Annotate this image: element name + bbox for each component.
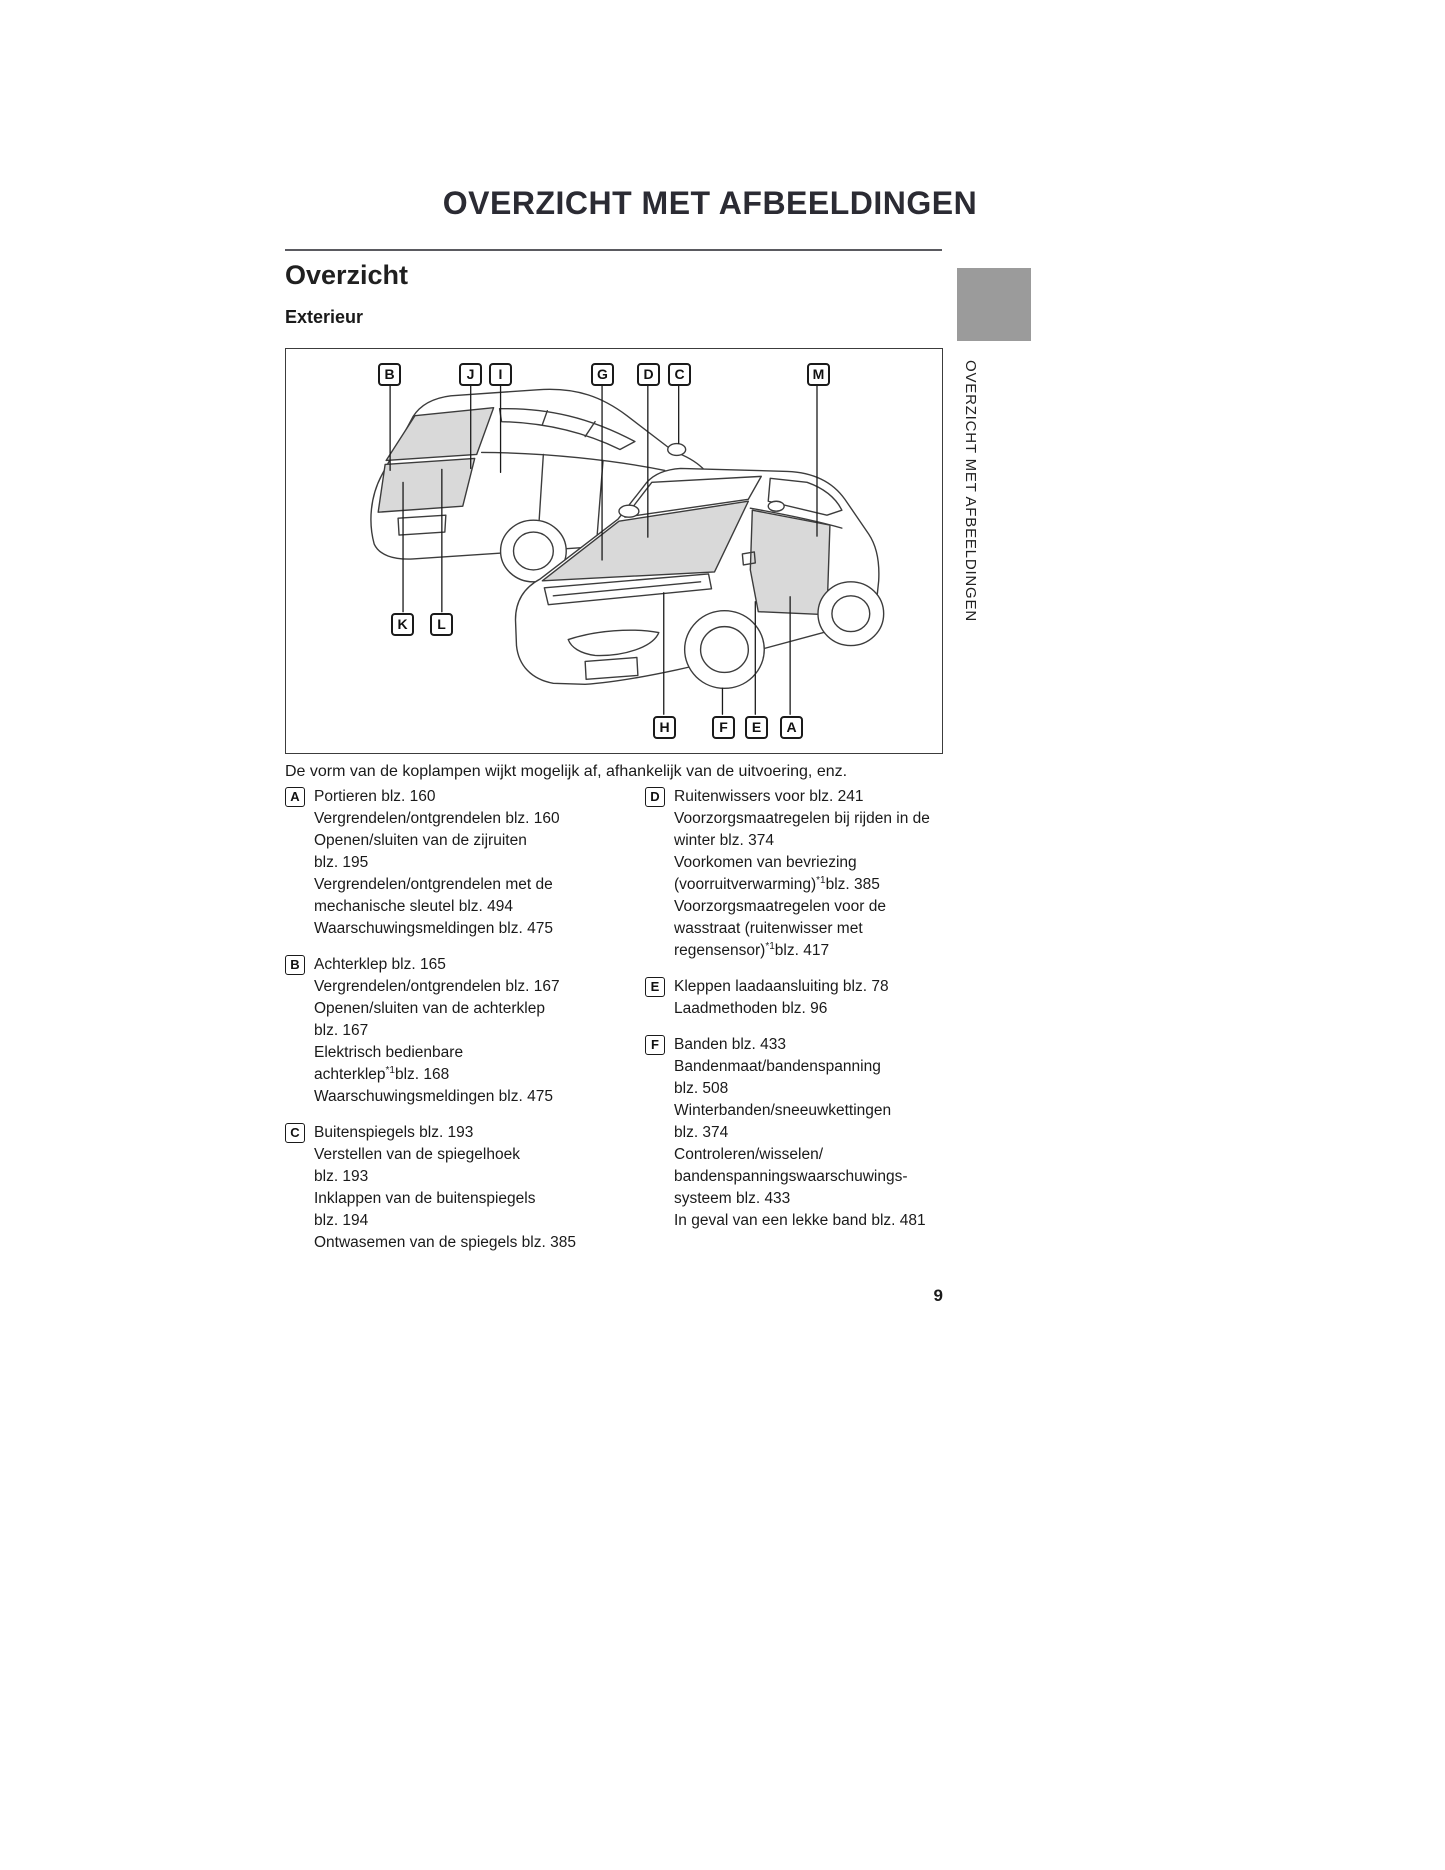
callout-box-l: L [430, 613, 453, 636]
callout-box-a: A [780, 716, 803, 739]
legend-item-c [285, 1122, 637, 1254]
legend-column-left [285, 786, 637, 1268]
item-line: Elektrisch bedienbare [314, 1044, 464, 1061]
callout-box-f: F [712, 716, 735, 739]
legend-item-f [645, 1034, 947, 1232]
item-line: Vergrendelen/ontgrendelen met de [314, 876, 553, 893]
item-line: Kleppen laadaansluiting blz. 78 [674, 978, 889, 995]
item-line: Bandenmaat/bandenspanning [674, 1058, 881, 1075]
legend-item-d [645, 786, 947, 962]
item-line: Verstellen van de spiegelhoek [314, 1146, 520, 1163]
item-line: Waarschuwingsmeldingen blz. 475 [314, 1088, 553, 1105]
item-line: blz. 167 [314, 1022, 369, 1039]
item-line: regensensor)$^{*1}$blz. 417 [674, 940, 830, 959]
item-line: bandenspanningswaarschuwings- [674, 1168, 908, 1185]
item-line: (voorruitverwarming)$^{*1}$blz. 385 [674, 874, 880, 893]
item-line: Laadmethoden blz. 96 [674, 1000, 828, 1017]
item-line: In geval van een lekke band blz. 481 [674, 1212, 926, 1229]
legend-letter-f: F [645, 1035, 665, 1055]
callout-box-c: C [668, 363, 691, 386]
callout-box-i: I [489, 363, 512, 386]
callout-box-j: J [459, 363, 482, 386]
item-line: Buitenspiegels blz. 193 [314, 1124, 474, 1141]
page-title: OVERZICHT MET AFBEELDINGEN [442, 185, 978, 221]
legend-column-right [645, 786, 947, 1246]
callout-box-d: D [637, 363, 660, 386]
legend-item-e [645, 976, 947, 1020]
item-line: Voorkomen van bevriezing [674, 854, 857, 871]
callout-box-g: G [591, 363, 614, 386]
item-line: achterklep$^{*1}$blz. 168 [314, 1064, 450, 1083]
item-line: Openen/sluiten van de zijruiten [314, 832, 527, 849]
callout-box-b: B [378, 363, 401, 386]
legend-text-e [674, 976, 889, 1020]
item-line: Achterklep blz. 165 [314, 956, 446, 973]
legend-letter-e: E [645, 977, 665, 997]
item-line: mechanische sleutel blz. 494 [314, 898, 514, 915]
item-line: Openen/sluiten van de achterklep [314, 1000, 545, 1017]
exterior-diagram [285, 348, 943, 754]
item-line: blz. 508 [674, 1080, 729, 1097]
callout-box-e: E [745, 716, 768, 739]
item-line: blz. 193 [314, 1168, 369, 1185]
section-heading: Overzicht [285, 260, 409, 290]
callout-box-m: M [807, 363, 830, 386]
legend-item-a [285, 786, 637, 940]
callout-box-h: H [653, 716, 676, 739]
item-line: systeem blz. 433 [674, 1190, 791, 1207]
legend-text-d [674, 786, 930, 962]
car-exterior-illustration [286, 349, 942, 753]
diagram-note: De vorm van de koplampen wijkt mogelijk af, afhankelijk van de uitvoering, enz. [285, 763, 848, 780]
item-line: winter blz. 374 [674, 832, 774, 849]
legend-text-b [314, 954, 560, 1108]
item-line: Ruitenwissers voor blz. 241 [674, 788, 864, 805]
item-line: Vergrendelen/ontgrendelen blz. 160 [314, 810, 560, 827]
legend-text-f [674, 1034, 926, 1232]
item-line: wasstraat (ruitenwisser met [674, 920, 863, 937]
legend-text-a [314, 786, 560, 940]
sidebar-chapter-label: OVERZICHT MET AFBEELDINGEN [962, 360, 979, 622]
item-line: Voorzorgsmaatregelen bij rijden in de [674, 810, 930, 827]
legend-letter-d: D [645, 787, 665, 807]
page-number: 9 [933, 1286, 943, 1305]
legend-letter-a: A [285, 787, 305, 807]
item-line: Inklappen van de buitenspiegels [314, 1190, 536, 1207]
item-line: Winterbanden/sneeuwkettingen [674, 1102, 892, 1119]
subsection-heading: Exterieur [285, 307, 364, 327]
legend-letter-c: C [285, 1123, 305, 1143]
legend-item-b [285, 954, 637, 1108]
item-line: Voorzorgsmaatregelen voor de [674, 898, 886, 915]
title-rule [285, 249, 942, 251]
item-line: Waarschuwingsmeldingen blz. 475 [314, 920, 553, 937]
item-line: Banden blz. 433 [674, 1036, 787, 1053]
item-line: Portieren blz. 160 [314, 788, 436, 805]
legend-letter-b: B [285, 955, 305, 975]
item-line: blz. 195 [314, 854, 369, 871]
item-line: blz. 374 [674, 1124, 729, 1141]
chapter-tab-marker [957, 268, 1031, 341]
item-line: Ontwasemen van de spiegels blz. 385 [314, 1234, 576, 1251]
item-line: blz. 194 [314, 1212, 369, 1229]
callout-box-k: K [391, 613, 414, 636]
legend-text-c [314, 1122, 576, 1254]
item-line: Controleren/wisselen/ [674, 1146, 824, 1163]
item-line: Vergrendelen/ontgrendelen blz. 167 [314, 978, 560, 995]
